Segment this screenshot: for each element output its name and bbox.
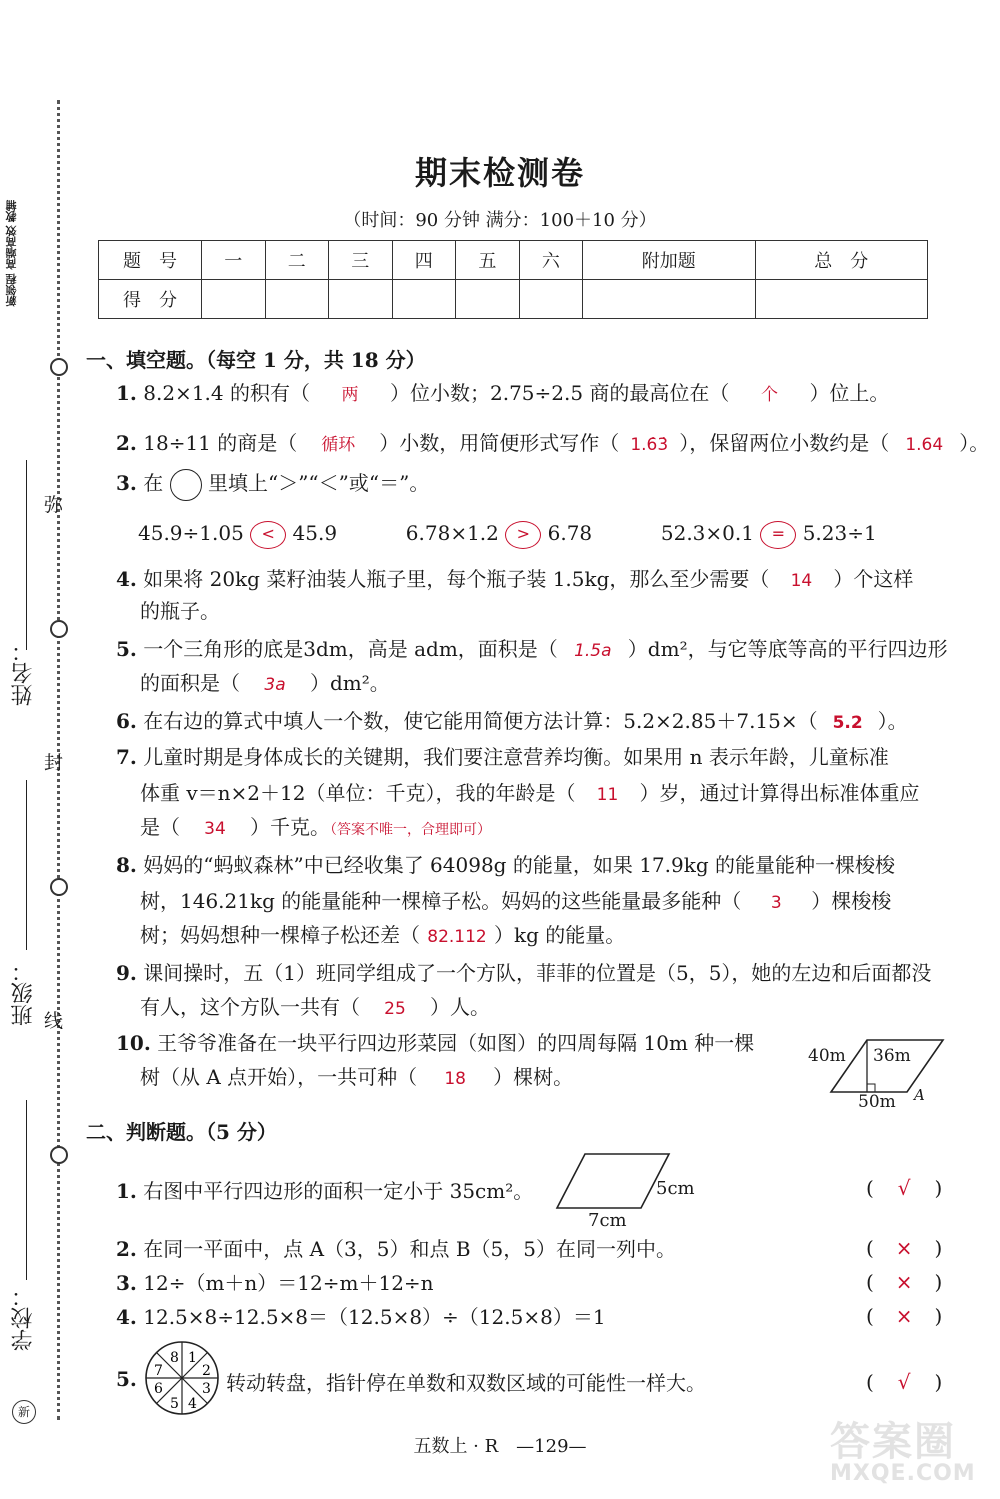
q-num: 2. bbox=[116, 1237, 137, 1261]
q-text: 在 bbox=[136, 471, 164, 495]
q-text: ）岁，通过计算得出标准体重应 bbox=[639, 781, 920, 805]
class-line bbox=[26, 780, 27, 950]
score-input-cell[interactable] bbox=[329, 280, 393, 319]
judge-item-3 bbox=[116, 1266, 434, 1300]
q-text: ）dm²。 bbox=[310, 671, 390, 695]
question-7-cont2 bbox=[140, 810, 491, 847]
score-input-cell[interactable] bbox=[755, 280, 927, 319]
compare-answer[interactable]: > bbox=[505, 521, 541, 549]
q-text: 是（ bbox=[140, 815, 180, 839]
q-num: 5. bbox=[116, 637, 137, 661]
question-8 bbox=[116, 848, 895, 882]
judge-answer: ( √ ) bbox=[866, 1370, 943, 1394]
section-heading: 一、填空题。（每空 1 分，共 18 分） bbox=[86, 348, 426, 372]
q-text: 里填上“＞”“＜”或“＝”。 bbox=[207, 471, 430, 495]
judge-answer: ( √ ) bbox=[866, 1176, 943, 1200]
figure-label: A bbox=[914, 1086, 925, 1104]
q-text: 有人，这个方队一共有（ bbox=[140, 995, 360, 1019]
question-2 bbox=[116, 426, 989, 462]
question-7 bbox=[116, 740, 889, 774]
judge-item-2 bbox=[116, 1232, 676, 1266]
q-text: ）千克。 bbox=[250, 815, 330, 839]
q-text: ）。 bbox=[959, 431, 990, 455]
spinner-sector-label: 1 bbox=[188, 1350, 197, 1366]
expr: 45.9 bbox=[292, 521, 338, 545]
figure-label: 36m bbox=[873, 1046, 911, 1066]
question-4-cont: 的瓶子。 bbox=[140, 599, 220, 623]
q-text: 树；妈妈想种一棵樟子松还差（ bbox=[140, 923, 420, 947]
q-text: ）kg 的能量。 bbox=[494, 923, 626, 947]
question-9-cont bbox=[140, 990, 490, 1026]
q-num: 4. bbox=[116, 567, 137, 591]
table-cell: 得 分 bbox=[99, 280, 202, 319]
spinner-sector-label: 7 bbox=[154, 1363, 163, 1379]
class-label: 班级： bbox=[11, 960, 36, 1026]
q-text: ）棵梭梭 bbox=[811, 889, 892, 913]
q-text: 体重 v＝n×2＋12（单位：千克），我的年龄是（ bbox=[140, 781, 576, 805]
q-num: 5. bbox=[116, 1367, 137, 1391]
judge-answer: ( × ) bbox=[866, 1270, 943, 1294]
q-text: ）dm²，与它等底等高的平行四边形 bbox=[627, 637, 948, 661]
question-4 bbox=[116, 562, 913, 598]
question-9 bbox=[116, 956, 931, 990]
answer[interactable]: 3a bbox=[264, 675, 286, 695]
section-heading: 二、判断题。（5 分） bbox=[86, 1120, 277, 1144]
judge-answer: ( × ) bbox=[866, 1304, 943, 1328]
answer[interactable]: 循环 bbox=[321, 435, 356, 455]
table-cell: 六 bbox=[519, 241, 583, 280]
exam-info: （时间：90 分钟 满分：100＋10 分） bbox=[343, 210, 657, 231]
question-10-cont bbox=[140, 1060, 573, 1096]
judge-item-5 bbox=[116, 1362, 137, 1396]
compare-row bbox=[138, 516, 877, 550]
school-line bbox=[26, 1100, 27, 1280]
judge-mark[interactable]: √ bbox=[897, 1370, 911, 1394]
q-text: ）位上。 bbox=[809, 381, 890, 405]
answer[interactable]: 1.5a bbox=[574, 641, 612, 661]
answer[interactable]: 11 bbox=[596, 785, 619, 805]
answer[interactable]: 18 bbox=[444, 1069, 466, 1089]
page-footer: 五数上 · R —129— bbox=[413, 1436, 587, 1457]
judge-answer: ( × ) bbox=[866, 1236, 943, 1260]
table-cell: 附加题 bbox=[583, 241, 755, 280]
q-text: 儿童时期是身体成长的关键期，我们要注意营养均衡。如果用 n 表示年龄，儿童标准 bbox=[136, 745, 889, 769]
score-table bbox=[98, 240, 928, 319]
spinner-sector-label: 8 bbox=[170, 1350, 179, 1366]
answer[interactable]: 34 bbox=[204, 819, 226, 839]
answer-note: （答案不唯一，合理即可） bbox=[330, 822, 491, 838]
q-num: 1. bbox=[116, 1179, 137, 1203]
question-1 bbox=[116, 376, 889, 412]
q-text: ）个这样 bbox=[833, 567, 914, 591]
figure-label: 7cm bbox=[588, 1210, 627, 1231]
name-line bbox=[26, 460, 27, 650]
figure-label: 5cm bbox=[656, 1178, 695, 1199]
spinner-sector-label: 3 bbox=[202, 1381, 211, 1397]
q-text: 18÷11 的商是（ bbox=[136, 431, 298, 455]
spinner-wheel-figure bbox=[142, 1338, 222, 1418]
spinner-sector-label: 5 bbox=[170, 1396, 179, 1412]
q-text: 在同一平面中，点 A（3，5）和点 B（5，5）在同一列中。 bbox=[136, 1237, 677, 1261]
q-text: 的面积是（ bbox=[140, 671, 240, 695]
answer[interactable]: 14 bbox=[790, 571, 813, 591]
q-num: 1. bbox=[116, 381, 137, 405]
compare-answer[interactable]: < bbox=[250, 521, 286, 549]
table-row bbox=[99, 241, 928, 280]
q-text: 12÷（m＋n）＝12÷m＋12÷n bbox=[136, 1271, 434, 1295]
q-num: 9. bbox=[116, 961, 137, 985]
spinner-sector-label: 6 bbox=[154, 1381, 163, 1397]
question-5 bbox=[116, 632, 948, 668]
question-7-cont bbox=[140, 776, 919, 812]
hole-circle bbox=[50, 1146, 68, 1164]
figure-label: 50m bbox=[858, 1092, 896, 1112]
watermark-en: MXQE.COM bbox=[830, 1461, 976, 1486]
school-label: 学校： bbox=[11, 1285, 36, 1351]
judge-mark[interactable]: × bbox=[895, 1304, 913, 1328]
answer[interactable]: 1.64 bbox=[905, 435, 944, 455]
judge-mark[interactable]: × bbox=[895, 1236, 913, 1260]
q-text: 如果将 20kg 菜籽油装人瓶子里，每个瓶子装 1.5kg，那么至少需要（ bbox=[136, 567, 770, 591]
table-cell: 五 bbox=[456, 241, 520, 280]
hole-circle bbox=[50, 620, 68, 638]
expr: 6.78 bbox=[547, 521, 593, 545]
q-text: ），保留两位小数约是（ bbox=[679, 431, 890, 455]
blank-circle-icon bbox=[170, 469, 202, 501]
table-cell: 总 分 bbox=[755, 241, 927, 280]
watermark bbox=[830, 1410, 976, 1486]
score-input-cell[interactable] bbox=[456, 280, 520, 319]
q-text: ）人。 bbox=[430, 995, 490, 1019]
score-input-cell[interactable] bbox=[265, 280, 329, 319]
q-text: 王爷爷准备在一块平行四边形菜园（如图）的四周每隔 10m 种一棵 bbox=[150, 1031, 755, 1055]
q-num: 6. bbox=[116, 709, 137, 733]
table-cell: 三 bbox=[329, 241, 393, 280]
table-cell: 二 bbox=[265, 241, 329, 280]
q-text: 在右边的算式中填人一个数，使它能用简便方法计算：5.2×2.85＋7.15×（ bbox=[136, 709, 818, 733]
compare-answer[interactable]: = bbox=[760, 521, 796, 549]
q-text: 树（从 A 点开始），一共可种（ bbox=[140, 1065, 418, 1089]
q-text: 一个三角形的底是3dm，高是 adm，面积是（ bbox=[136, 637, 558, 661]
seal-char: 弥 bbox=[44, 494, 64, 516]
answer[interactable]: 两 bbox=[341, 385, 359, 405]
hole-circle bbox=[50, 358, 68, 376]
score-input-cell[interactable] bbox=[583, 280, 755, 319]
table-cell: 四 bbox=[392, 241, 456, 280]
score-input-cell[interactable] bbox=[202, 280, 266, 319]
q-text: 12.5×8÷12.5×8＝（12.5×8）÷（12.5×8）＝1 bbox=[136, 1305, 606, 1329]
seal-char: 线 bbox=[44, 1010, 64, 1032]
expr: 5.23÷1 bbox=[802, 521, 877, 545]
question-10 bbox=[116, 1026, 754, 1060]
name-label: 姓名： bbox=[11, 640, 36, 706]
q-num: 3. bbox=[116, 1271, 137, 1295]
spinner-sector-label: 4 bbox=[188, 1396, 197, 1412]
answer[interactable]: 82.112 bbox=[427, 927, 487, 947]
hole-circle bbox=[50, 878, 68, 896]
answer[interactable]: 5.2 bbox=[832, 713, 863, 733]
q-text: 妈妈的“蚂蚁森林”中已经收集了 64098g 的能量，如果 17.9kg 的能量能种一棵梭梭 bbox=[136, 853, 896, 877]
brand-logo: 新领程 高端高效 教辅 bbox=[5, 200, 18, 307]
expr: 6.78×1.2 bbox=[405, 521, 499, 545]
figure-label: 40m bbox=[808, 1046, 846, 1066]
score-input-cell[interactable] bbox=[392, 280, 456, 319]
q-num: 10. bbox=[116, 1031, 151, 1055]
q-num: 4. bbox=[116, 1305, 137, 1329]
q-text: 右图中平行四边形的面积一定小于 35cm²。 bbox=[136, 1179, 534, 1203]
question-5-cont bbox=[140, 666, 390, 702]
judge-item-5-text: 转动转盘，指针停在单数和双数区域的可能性一样大。 bbox=[226, 1371, 706, 1395]
score-input-cell[interactable] bbox=[519, 280, 583, 319]
question-6 bbox=[116, 704, 908, 740]
question-8-cont2 bbox=[140, 918, 625, 954]
watermark-cn: 答案圈 bbox=[830, 1419, 956, 1465]
expr: 52.3×0.1 bbox=[660, 521, 754, 545]
expr: 45.9÷1.05 bbox=[138, 521, 244, 545]
answer[interactable]: 1.6̇3̇ bbox=[630, 435, 669, 455]
judge-item-4 bbox=[116, 1300, 606, 1334]
q-text: ）棵树。 bbox=[493, 1065, 574, 1089]
table-cell: 题 号 bbox=[99, 241, 202, 280]
judge-mark[interactable]: √ bbox=[897, 1176, 911, 1200]
judge-item-1 bbox=[116, 1174, 533, 1208]
seal-char: 封 bbox=[44, 752, 64, 774]
table-cell: 一 bbox=[202, 241, 266, 280]
publisher-badge: 新 bbox=[12, 1400, 36, 1424]
q-text: ）。 bbox=[877, 709, 908, 733]
answer[interactable]: 25 bbox=[384, 999, 406, 1019]
q-text: 树，146.21kg 的能量能种一棵樟子松。妈妈的这些能量最多能种（ bbox=[140, 889, 742, 913]
question-3 bbox=[116, 466, 429, 501]
judge-mark[interactable]: × bbox=[895, 1270, 913, 1294]
question-8-cont bbox=[140, 884, 891, 920]
q-num: 7. bbox=[116, 745, 137, 769]
answer[interactable]: 3 bbox=[770, 893, 782, 913]
q-text: ）位小数；2.75÷2.5 商的最高位在（ bbox=[389, 381, 730, 405]
answer[interactable]: 个 bbox=[760, 385, 778, 405]
table-row bbox=[99, 280, 928, 319]
q-text: 课间操时，五（1）班同学组成了一个方队，菲菲的位置是（5，5），她的左边和后面都没 bbox=[136, 961, 932, 985]
spinner-sector-label: 2 bbox=[202, 1363, 211, 1379]
q-text: ）小数，用简便形式写作（ bbox=[379, 431, 620, 455]
q-text: 8.2×1.4 的积有（ bbox=[136, 381, 310, 405]
page-title: 期末检测卷 bbox=[414, 154, 585, 192]
q-num: 3. bbox=[116, 471, 137, 495]
q-num: 2. bbox=[116, 431, 137, 455]
q-num: 8. bbox=[116, 853, 137, 877]
